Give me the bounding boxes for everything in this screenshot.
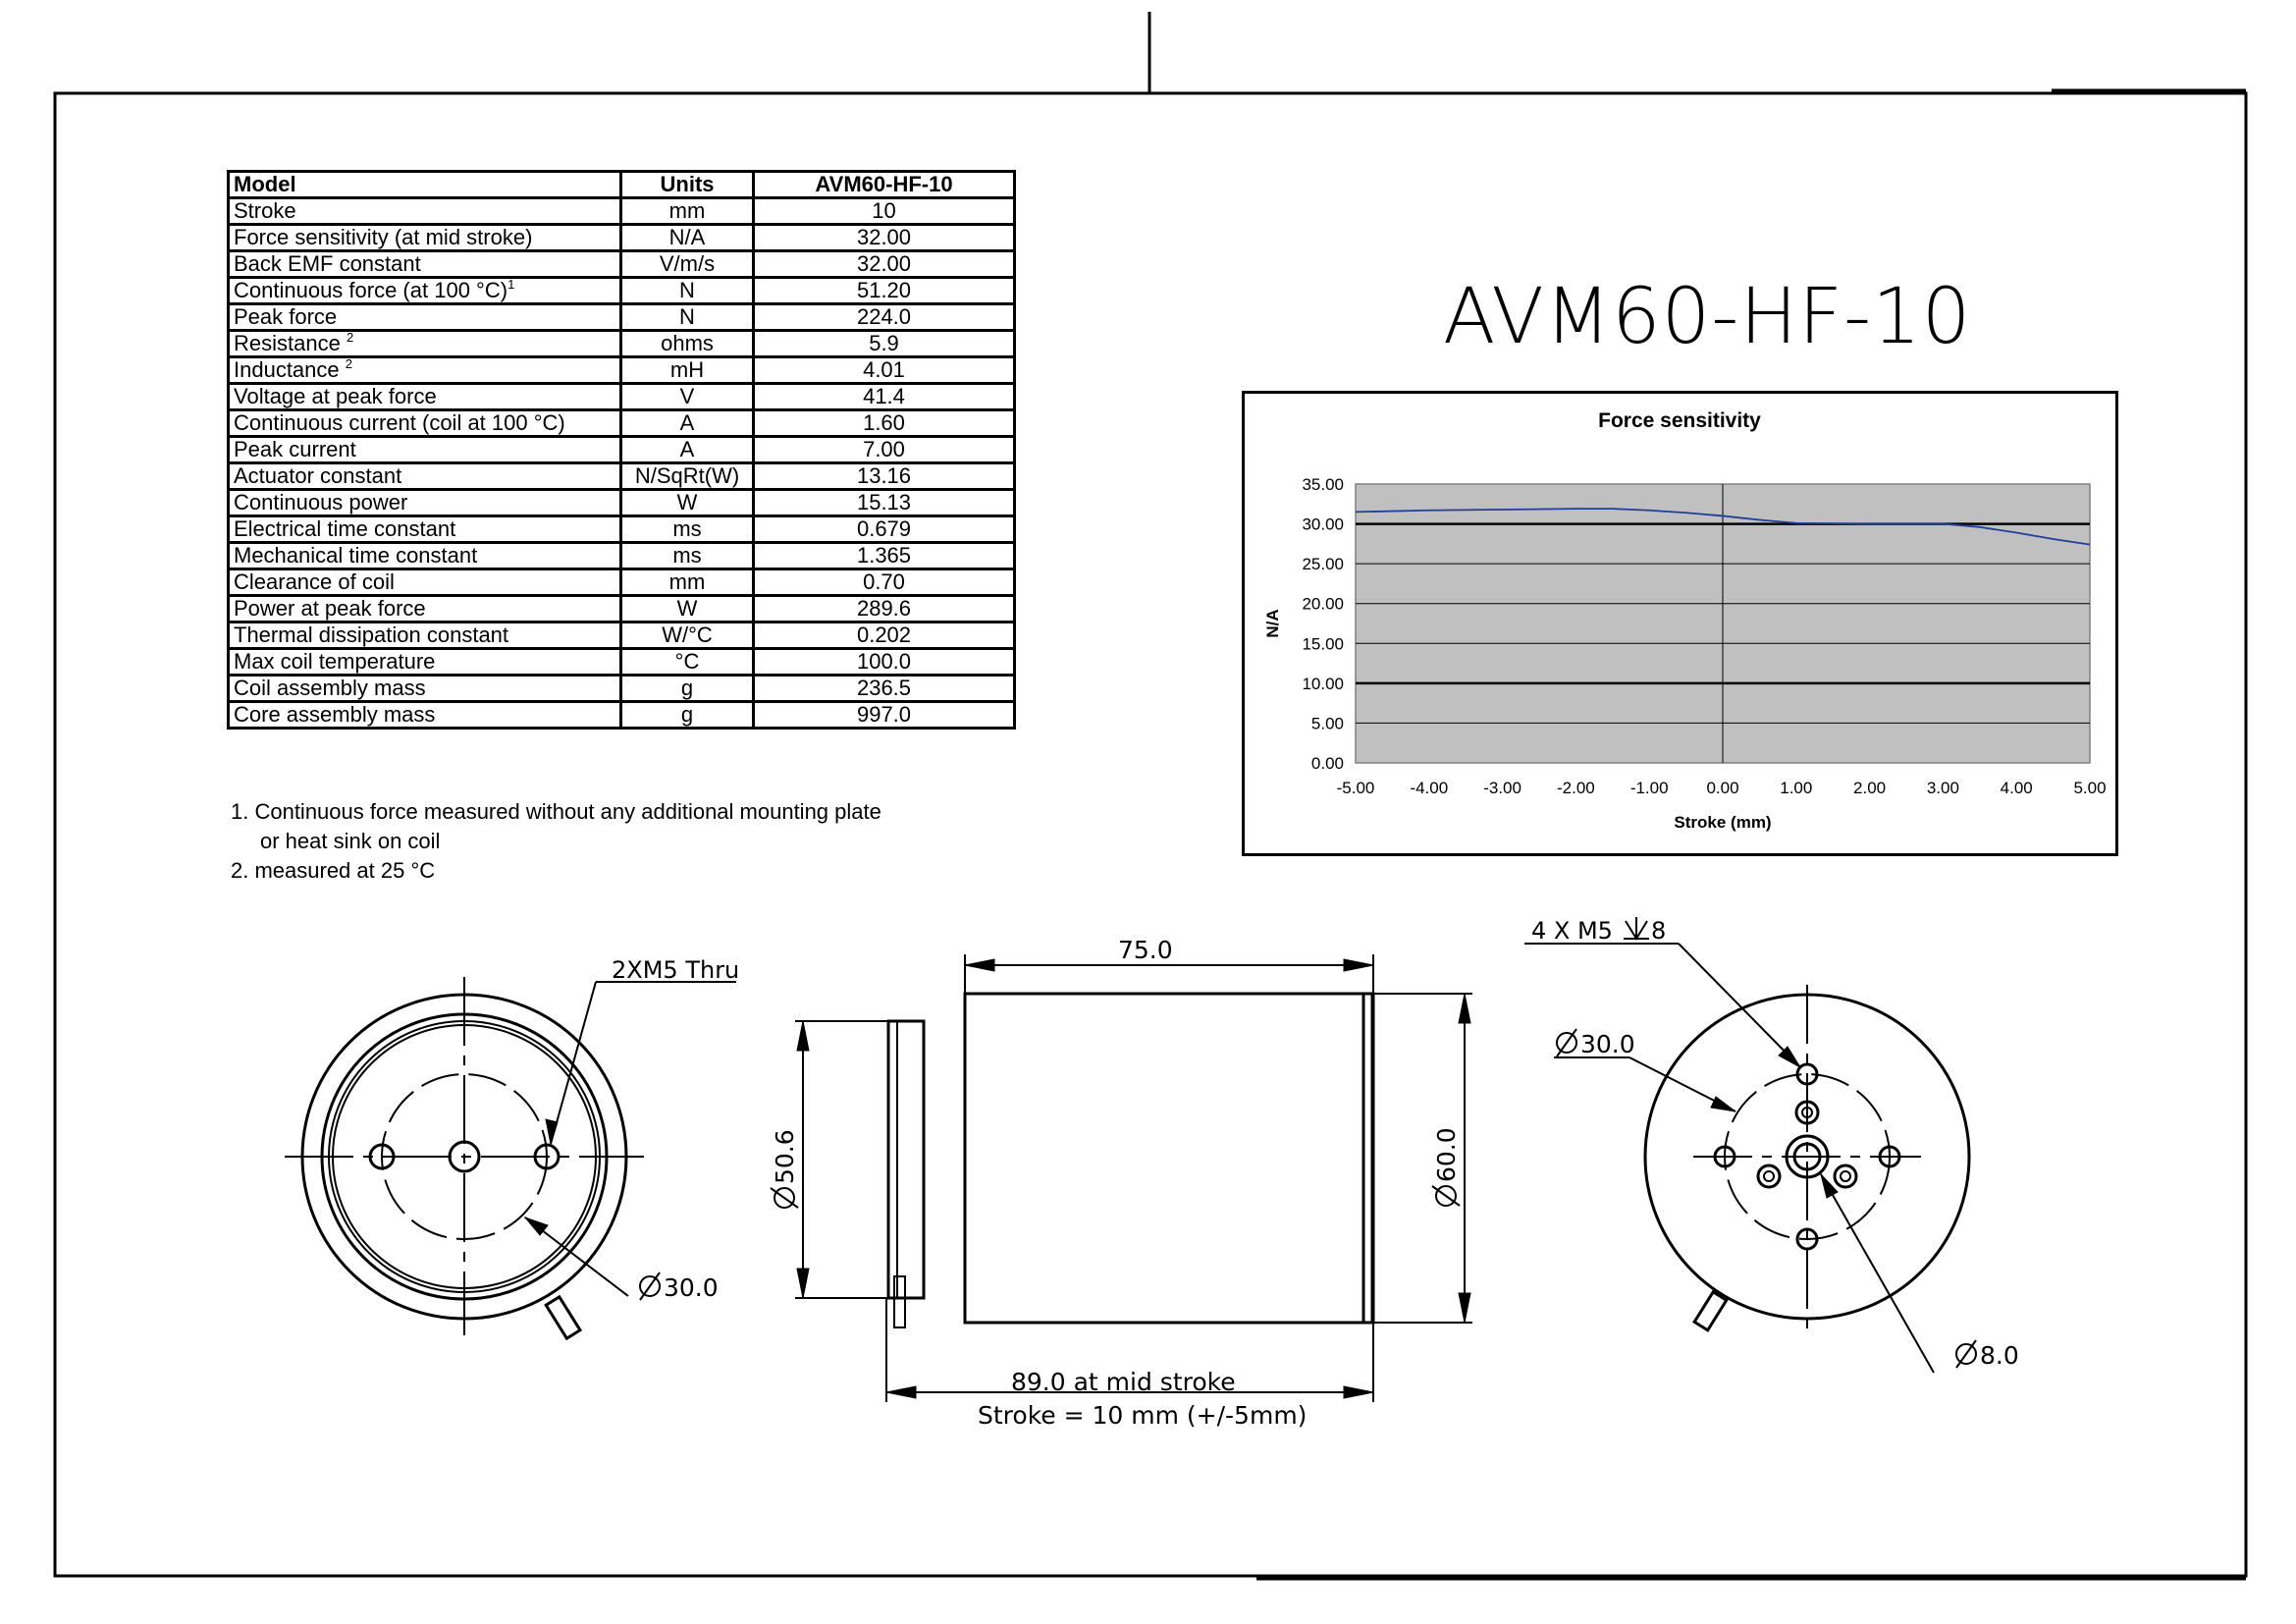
force-sensitivity-chart [1245, 394, 2115, 853]
spec-param [229, 278, 621, 304]
dim-600-label [1432, 1127, 1461, 1206]
spec-param [229, 198, 621, 225]
spec-row [229, 251, 1015, 278]
spec-table [227, 170, 1016, 730]
spec-value: 4.01 [754, 357, 1015, 384]
spec-unit: V [621, 384, 754, 410]
chart-box [1242, 391, 2118, 856]
bore-label [1956, 1340, 2019, 1370]
spec-value: 997.0 [754, 702, 1015, 729]
spec-value: 1.365 [754, 543, 1015, 569]
spec-value: 13.16 [754, 463, 1015, 490]
y-axis-label: N/A [1263, 609, 1282, 638]
spec-unit: ms [621, 543, 754, 569]
pcd-label [1557, 1029, 1635, 1058]
arrowhead-pcd [1711, 1097, 1735, 1111]
x-tick-label: -2.00 [1557, 779, 1595, 797]
spec-unit: mm [621, 198, 754, 225]
spec-param [229, 516, 621, 543]
spec-param-label: Continuous power [234, 490, 408, 514]
spec-unit: W [621, 490, 754, 516]
dia30-left-value: 30.0 [664, 1273, 719, 1302]
spec-row [229, 516, 1015, 543]
spec-unit: ohms [621, 331, 754, 357]
spec-param-label: Thermal dissipation constant [234, 623, 509, 647]
header-model-value: AVM60-HF-10 [754, 172, 1015, 198]
dim-89-label: 89.0 at mid stroke [1011, 1368, 1236, 1396]
spec-row [229, 676, 1015, 702]
coil-body [888, 1021, 924, 1298]
spec-row [229, 649, 1015, 676]
y-tick-label: 35.00 [1302, 475, 1344, 494]
spec-param-label: Electrical time constant [234, 516, 456, 541]
pcd-value: 30.0 [1580, 1030, 1635, 1058]
spec-param [229, 357, 621, 384]
footnote-1: 1. Continuous force measured without any additional mounting plate [231, 799, 881, 824]
spec-param-label: Actuator constant [234, 463, 402, 488]
spec-row [229, 304, 1015, 331]
spec-value: 32.00 [754, 251, 1015, 278]
spec-unit: N [621, 304, 754, 331]
spec-param-label: Core assembly mass [234, 702, 436, 727]
dim-506-label [771, 1129, 799, 1208]
arrow-89-left [886, 1386, 916, 1398]
depth-symbol-icon [1624, 917, 1649, 939]
spec-value: 51.20 [754, 278, 1015, 304]
spec-param-label: Max coil temperature [234, 649, 436, 674]
spec-param [229, 490, 621, 516]
spec-param [229, 384, 621, 410]
spec-param [229, 543, 621, 569]
arrow-600-top [1459, 994, 1470, 1023]
spec-param [229, 463, 621, 490]
spec-unit: N/SqRt(W) [621, 463, 754, 490]
spec-unit: N/A [621, 225, 754, 251]
spec-param-label: Inductance [234, 357, 346, 382]
spec-value: 289.6 [754, 596, 1015, 623]
spec-value: 1.60 [754, 410, 1015, 437]
spec-unit: mm [621, 569, 754, 596]
spec-param [229, 410, 621, 437]
spec-param-label: Continuous force (at 100 °C) [234, 278, 508, 302]
spec-value: 100.0 [754, 649, 1015, 676]
connector-tab [546, 1297, 580, 1338]
spec-value: 7.00 [754, 437, 1015, 463]
arrow-75-right [1344, 959, 1373, 971]
spec-value: 41.4 [754, 384, 1015, 410]
spec-param-label: Clearance of coil [234, 569, 395, 594]
y-tick-label: 10.00 [1302, 674, 1344, 693]
leader-tap [1679, 944, 1800, 1067]
spec-param-label: Stroke [234, 198, 296, 223]
spec-param-label: Coil assembly mass [234, 676, 426, 700]
x-tick-label: 3.00 [1926, 779, 1959, 797]
spec-row [229, 596, 1015, 623]
spec-param [229, 225, 621, 251]
leader-bore [1821, 1174, 1934, 1373]
footnote-1-cont: or heat sink on coil [260, 829, 441, 853]
side-connector [894, 1276, 905, 1327]
spec-param-label: Resistance [234, 331, 347, 355]
spec-param-label: Force sensitivity (at mid stroke) [234, 225, 533, 249]
spec-param [229, 702, 621, 729]
spec-unit: ms [621, 516, 754, 543]
magnet-body [965, 994, 1373, 1323]
spec-row [229, 569, 1015, 596]
x-tick-label: 5.00 [2073, 779, 2107, 797]
y-tick-label: 5.00 [1310, 714, 1344, 733]
spec-row [229, 463, 1015, 490]
spec-row [229, 225, 1015, 251]
chart-title: Force sensitivity [1598, 409, 1761, 432]
side-view [795, 954, 1472, 1402]
spec-row [229, 543, 1015, 569]
y-tick-label: 0.00 [1310, 754, 1344, 773]
spec-value: 0.70 [754, 569, 1015, 596]
spec-table-body [229, 172, 1015, 729]
arrow-600-bot [1459, 1293, 1470, 1323]
boss-left-inner [1764, 1171, 1774, 1181]
spec-unit: A [621, 410, 754, 437]
spec-unit: N [621, 278, 754, 304]
tap-label [1531, 917, 1666, 945]
spec-param-label: Power at peak force [234, 596, 426, 621]
x-tick-label: -4.00 [1410, 779, 1449, 797]
boss-right [1835, 1165, 1856, 1187]
spec-value: 5.9 [754, 331, 1015, 357]
arrow-506-bot [797, 1269, 809, 1298]
x-tick-label: 0.00 [1706, 779, 1739, 797]
y-tick-label: 30.00 [1302, 514, 1344, 534]
spec-param-label: Peak current [234, 437, 356, 461]
header-model: Model [229, 172, 621, 198]
spec-unit: W [621, 596, 754, 623]
bore-value: 8.0 [1980, 1341, 2019, 1370]
x-tick-label: 4.00 [2000, 779, 2033, 797]
spec-row [229, 357, 1015, 384]
spec-header-row [229, 172, 1015, 198]
spec-value: 32.00 [754, 225, 1015, 251]
spec-value: 224.0 [754, 304, 1015, 331]
spec-param [229, 331, 621, 357]
spec-param [229, 649, 621, 676]
spec-row [229, 331, 1015, 357]
spec-param [229, 251, 621, 278]
spec-row [229, 384, 1015, 410]
tap-depth-value: 8 [1651, 917, 1667, 945]
spec-row [229, 198, 1015, 225]
spec-row [229, 278, 1015, 304]
spec-unit: A [621, 437, 754, 463]
spec-param [229, 676, 621, 702]
spec-row [229, 702, 1015, 729]
spec-unit: g [621, 702, 754, 729]
spec-param [229, 304, 621, 331]
x-tick-label: 1.00 [1780, 779, 1813, 797]
spec-param-label: Back EMF constant [234, 251, 421, 276]
arrow-89-right [1344, 1386, 1373, 1398]
x-tick-label: -3.00 [1483, 779, 1522, 797]
spec-value: 0.202 [754, 623, 1015, 649]
spec-unit: V/m/s [621, 251, 754, 278]
spec-param [229, 437, 621, 463]
dim-75-label: 75.0 [1118, 936, 1173, 964]
spec-row [229, 437, 1015, 463]
spec-footnote-ref: 1 [507, 277, 515, 292]
spec-param-label: Continuous current (coil at 100 °C) [234, 410, 565, 435]
thru-label: 2XM5 Thru [612, 956, 740, 984]
y-tick-label: 15.00 [1302, 634, 1344, 654]
spec-row [229, 623, 1015, 649]
spec-footnote-ref: 2 [345, 356, 352, 371]
dia30-left-label [640, 1272, 719, 1302]
arrow-506-top [797, 1021, 809, 1051]
y-tick-label: 25.00 [1302, 555, 1344, 574]
spec-param [229, 623, 621, 649]
spec-row [229, 410, 1015, 437]
model-title: AVM60-HF-10 [1443, 273, 1972, 361]
spec-param [229, 569, 621, 596]
boss-right-inner [1841, 1171, 1850, 1181]
arrow-75-left [965, 959, 994, 971]
spec-unit: W/°C [621, 623, 754, 649]
x-tick-label: -5.00 [1336, 779, 1375, 797]
x-tick-label: -1.00 [1629, 779, 1669, 797]
connector-tab [1694, 1292, 1727, 1330]
spec-unit: °C [621, 649, 754, 676]
stroke-label: Stroke = 10 mm (+/-5mm) [978, 1401, 1308, 1430]
x-axis-label: Stroke (mm) [1674, 813, 1772, 832]
spec-value: 10 [754, 198, 1015, 225]
spec-param-label: Peak force [234, 304, 338, 329]
spec-param-label: Mechanical time constant [234, 543, 478, 568]
header-units: Units [621, 172, 754, 198]
right-end-view [1524, 944, 1969, 1373]
spec-value: 15.13 [754, 490, 1015, 516]
spec-footnote-ref: 2 [346, 330, 354, 345]
spec-param-label: Voltage at peak force [234, 384, 437, 408]
dim-600-value: 60.0 [1432, 1127, 1461, 1182]
spec-unit: mH [621, 357, 754, 384]
spec-unit: g [621, 676, 754, 702]
x-tick-label: 2.00 [1853, 779, 1887, 797]
boss-left [1758, 1165, 1780, 1187]
spec-row [229, 490, 1015, 516]
spec-value: 236.5 [754, 676, 1015, 702]
tap-value: 4 X M5 [1531, 917, 1613, 945]
spec-param [229, 596, 621, 623]
y-tick-label: 20.00 [1302, 594, 1344, 614]
footnote-2: 2. measured at 25 °C [231, 858, 436, 883]
spec-value: 0.679 [754, 516, 1015, 543]
dim-506-value: 50.6 [771, 1129, 799, 1184]
arrowhead-thru [546, 1119, 558, 1144]
